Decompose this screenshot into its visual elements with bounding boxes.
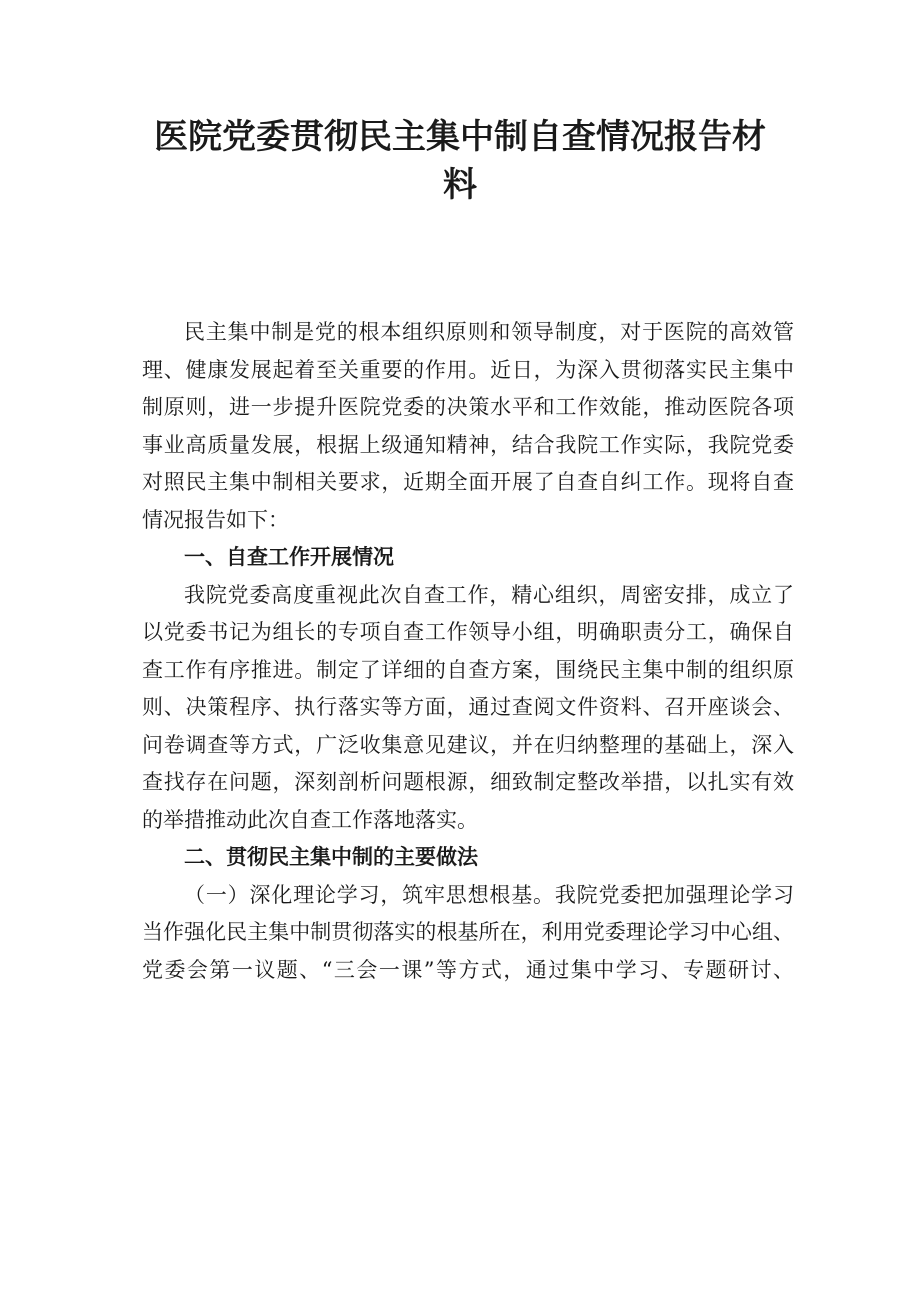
paragraph-line: 理、健康发展起着至关重要的作用。近日，为深入贯彻落实民主集中 [142,357,794,382]
paragraph-line: 制原则，进一步提升医院党委的决策水平和工作效能，推动医院各项 [142,395,794,419]
paragraph-line: 则、决策程序、执行落实等方面，通过查阅文件资料、召开座谈会、 [142,695,794,719]
document-title-line-2: 料 [443,165,477,205]
paragraph-line: 查找存在问题，深刻剖析问题根源，细致制定整改举措，以扎实有效 [142,770,794,794]
section-heading-1: 一、自查工作开展情况 [184,545,394,569]
paragraph-line: 民主集中制是党的根本组织原则和领导制度，对于医院的高效管 [184,320,794,344]
paragraph-line: 党委会第一议题、“三会一课”等方式，通过集中学习、专题研讨、 [142,957,794,982]
paragraph-line: 查工作有序推进。制定了详细的自查方案，围绕民主集中制的组织原 [142,657,794,682]
document-title-line-1: 医院党委贯彻民主集中制自查情况报告材 [154,117,766,157]
paragraph-line: 对照民主集中制相关要求，近期全面开展了自查自纠工作。现将自查 [142,470,794,494]
paragraph-line: 当作强化民主集中制贯彻落实的根基所在，利用党委理论学习中心组、 [142,920,794,944]
section-heading-2: 二、贯彻民主集中制的主要做法 [184,845,478,869]
paragraph-line: （一）深化理论学习，筑牢思想根基。我院党委把加强理论学习 [184,882,794,907]
paragraph-line: 以党委书记为组长的专项自查工作领导小组，明确职责分工，确保自 [142,620,794,644]
paragraph-line: 的举措推动此次自查工作落地落实。 [142,807,478,832]
paragraph-line: 情况报告如下： [142,507,289,532]
paragraph-line: 我院党委高度重视此次自查工作，精心组织，周密安排，成立了 [184,582,794,607]
paragraph-line: 事业高质量发展，根据上级通知精神，结合我院工作实际，我院党委 [142,432,794,457]
document-body [142,314,794,989]
paragraph-line: 问卷调查等方式，广泛收集意见建议，并在归纳整理的基础上，深入 [142,732,794,757]
